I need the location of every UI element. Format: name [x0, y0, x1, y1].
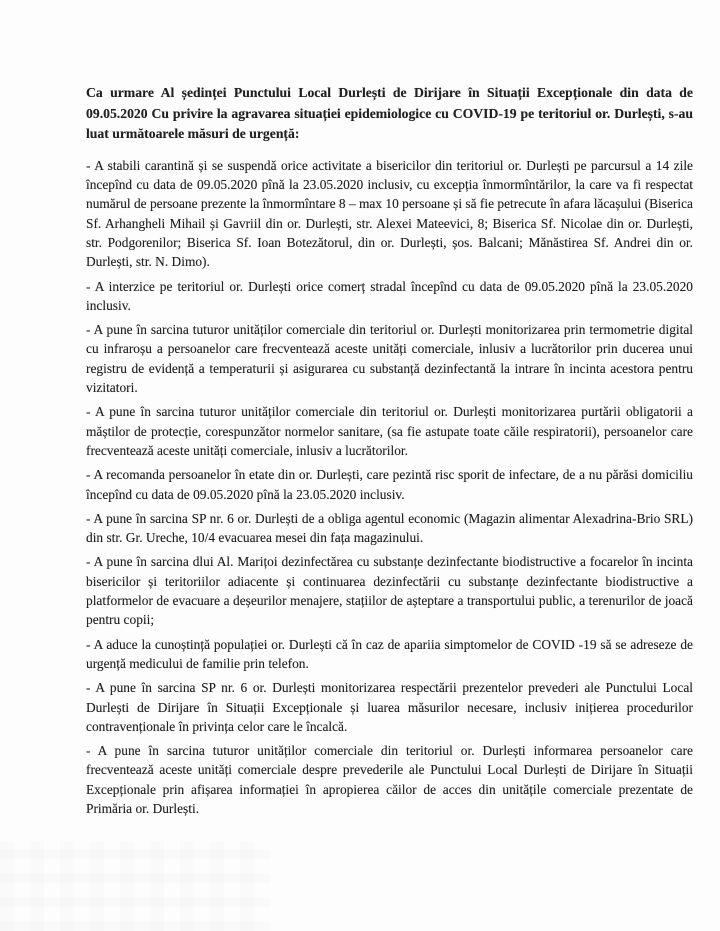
scan-noise-texture — [0, 841, 270, 931]
measure-paragraph-6: - A pune în sarcina SP nr. 6 or. Durlești de a obliga agentul economic (Magazin alimentar Alexadrina-Brio SRL) din str. Gr. Ureche, 10/4 evacuarea mesei din fața magazinului. — [86, 510, 693, 546]
document-heading: Ca urmare Al ședinței Punctului Local Durlești de Dirijare în Situații Excepționale din data de 09.05.2020 Cu privire la agravarea situației epidemiologice cu COVID-19 pe teritoriul or. Durlești, s-au luat următoarele măsuri de urgență: — [86, 85, 693, 142]
measure-paragraph-2: - A interzice pe teritoriul or. Durlești orice comerț stradal începînd cu data de 09.05.2020 pînă la 23.05.2020 inclusiv. — [86, 278, 693, 313]
measure-paragraph-3: - A pune în sarcina tuturor unităților comerciale din teritoriul or. Durlești monitorizarea prin termometrie digital cu infraroșu a persoanelor care frecventează aceste unități comerciale, inlusiv a lucrătorilor prin ducerea unui registru de evidență a temperaturii și asigurarea cu substanță dezinfectantă la intrare în incinta acestora pentru vizitatori. — [86, 322, 693, 396]
measure-paragraph-7: - A pune în sarcina dlui Al. Marițoi dezinfectărea cu substanțe dezinfectante biodistructive a focarelor în incinta bisericilor și teritoriilor adiacente și continuarea dezinfectării cu substanțe dezinfectante biodistructive a platformelor de evacuare a deșeurilor menajere, stațiilor de așteptare a transportului public, a terenurilor de joacă pentru copii; — [86, 554, 693, 628]
measure-paragraph-9: - A pune în sarcina SP nr. 6 or. Durlești monitorizarea respectării prezentelor prevederi ale Punctului Local Durlești de Dirijare în Situații Excepționale și luarea măsurilor necesare, inclusiv inițierea procedurilor contravenționale în privința celor care le încalcă. — [86, 680, 693, 734]
measure-paragraph-1: - A stabili carantină și se suspendă orice activitate a bisericilor din teritoriul or. Durlești pe parcursul a 14 zile începînd cu data de 09.05.2020 pînă la 23.05.2020 inclusiv, cu excepția înmormîntărilor, la care va fi respectat numărul de persoane prezente la înmormîntare 8 – max 10 persoane și să fie petrecute în afara lăcașului (Biserica Sf. Arhangheli Mihail și Gavriil din or. Durlești, str. Alexei Mateevici, 8; Biserica Sf. Nicolae din or. Durlești, str. Podgorenilor; Biserica Sf. Ioan Botezătorul, din or. Durlești, șos. Balcani; Mănăstirea Sf. Andrei din or. Durlești, str. N. Dimo). — [86, 157, 693, 270]
measure-paragraph-5: - A recomanda persoanelor în etate din or. Durlești, care pezintă risc sporit de infectare, de a nu părăsi domiciliu începînd cu data de 09.05.2020 pînă la 23.05.2020 inclusiv. — [86, 467, 693, 502]
measure-paragraph-10: - A pune în sarcina tuturor unităților comerciale din teritoriul or. Durlești informarea persoanelor care frecventează aceste unități comerciale despre prevederile ale Punctului Local Durlești de Dirijare în Situații Excepționale prin afișarea informației în apropierea căilor de acces din unitățile comerciale prezentate de Primăria or. Durlești. — [86, 743, 693, 816]
document-body — [86, 83, 693, 823]
measure-paragraph-4: - A pune în sarcina tuturor unităților comerciale din teritoriul or. Durlești monitorizarea purtării obligatorii a măștilor de protecție, corespunzător normelor sanitare, (sa fie astupate toate căile respiratorii), persoanelor care frecventează aceste unități comerciale, inlusiv a lucrătorilor. — [86, 404, 693, 458]
measure-paragraph-8: - A aduce la cunoștință populației or. Durlești că în caz de apariia simptomelor de COVID -19 să se adreseze de urgență medicului de familie prin telefon. — [86, 636, 693, 671]
